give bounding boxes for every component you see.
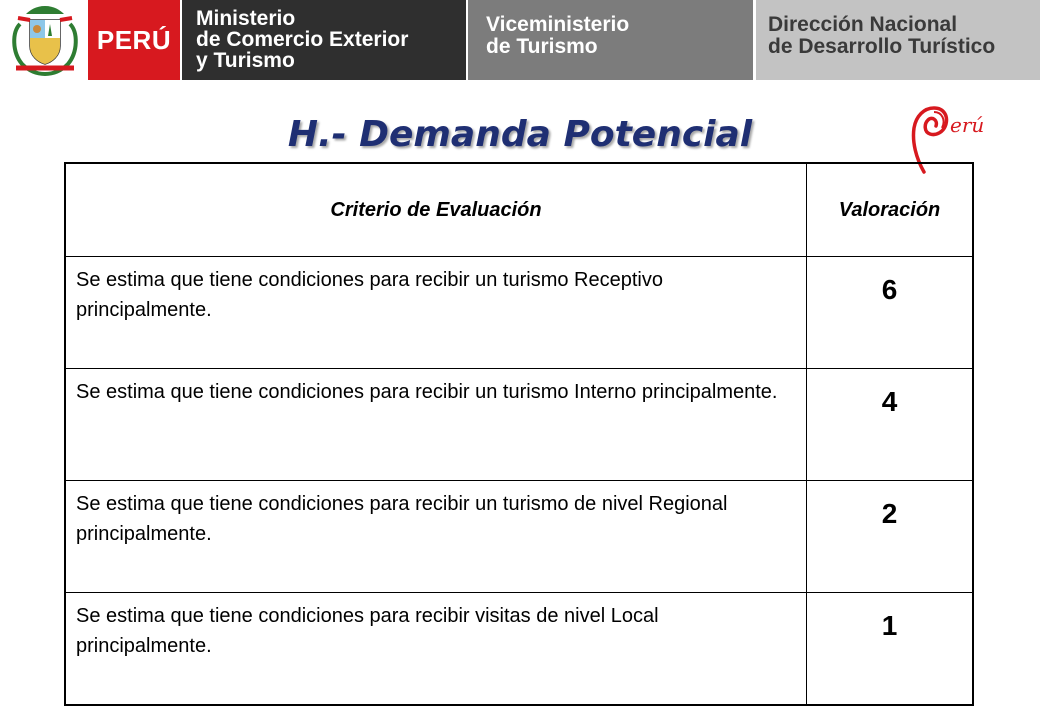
criterion-cell: Se estima que tiene condiciones para recibir un turismo Receptivo principalmente.: [65, 257, 807, 369]
direction-block: [756, 0, 1040, 80]
criterion-cell: Se estima que tiene condiciones para recibir un turismo de nivel Regional principalmente.: [65, 481, 807, 593]
ministry-block: [182, 0, 466, 80]
peru-logo-text: erú: [950, 113, 985, 137]
table-row: [65, 481, 973, 593]
criterion-cell: Se estima que tiene condiciones para recibir un turismo Interno principalmente.: [65, 369, 807, 481]
value-cell: 2: [807, 481, 974, 593]
criterion-header: Criterio de Evaluación: [65, 163, 807, 257]
table-row: [65, 593, 973, 706]
table-header-row: [65, 163, 973, 257]
value-header: Valoración: [807, 163, 974, 257]
page-title: H.- Demanda Potencial: [287, 114, 753, 155]
value-cell: 1: [807, 593, 974, 706]
criterion-cell: Se estima que tiene condiciones para recibir visitas de nivel Local principalmente.: [65, 593, 807, 706]
coat-of-arms-icon: [6, 2, 84, 78]
direction-name: Dirección Nacional de Desarrollo Turístico: [768, 13, 996, 58]
table-row: [65, 369, 973, 481]
table-row: [65, 257, 973, 369]
value-cell: 4: [807, 369, 974, 481]
peru-label: PERÚ: [96, 24, 172, 55]
evaluation-table: [64, 162, 974, 706]
peru-badge: [88, 0, 180, 80]
header-banner: [0, 0, 1040, 80]
vice-ministry-name: Viceministerio de Turismo: [486, 13, 630, 58]
vice-ministry-block: [468, 0, 753, 80]
ministry-name: Ministerio de Comercio Exterior y Turismo: [196, 7, 409, 72]
value-cell: 6: [807, 257, 974, 369]
